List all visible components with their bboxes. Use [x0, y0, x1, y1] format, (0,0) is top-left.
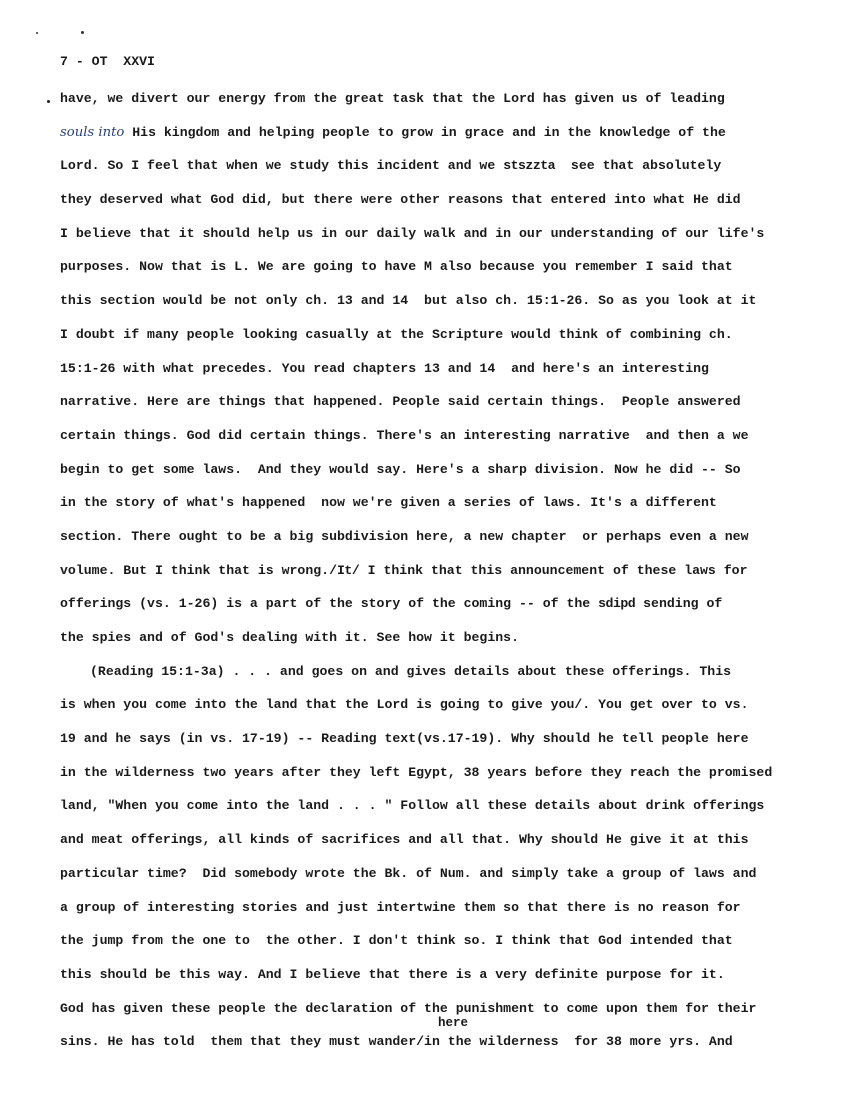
- text-segment: and meat offerings, all kinds of sacrifices and all that. Why should He give it at this: [60, 832, 749, 848]
- text-line: [60, 795, 830, 829]
- text-segment: / I think that this announcement of these laws for: [351, 562, 748, 578]
- text-segment: see that absolutely: [555, 158, 722, 174]
- overtyped-text: stszzta: [503, 158, 556, 174]
- text-segment: offerings (vs. 1-26) is a part of the story of the coming -- of the: [60, 596, 599, 612]
- text-segment: volume. But I think that is wrong./: [60, 562, 337, 578]
- overtyped-text: It: [336, 562, 352, 578]
- text-line: [60, 728, 830, 762]
- text-segment: section. There ought to be a big subdivision here, a new chapter or perhaps even a new: [60, 528, 749, 544]
- text-line: [60, 290, 830, 324]
- text-segment: narrative. Here are things that happened. People said certain things. People answered: [60, 394, 741, 410]
- text-segment: have, we divert our energy from the great task that the Lord has given us of leading: [60, 91, 725, 106]
- text-segment: 15:1-26 with what precedes. You read chapters 13 and 14 and here's an interesting: [60, 360, 709, 376]
- text-line: [60, 391, 830, 425]
- text-segment: sins. He has told them that they must wander/in the wilderness for 38 more yrs. And: [60, 1034, 733, 1050]
- text-segment: certain things. God did certain things. There's an interesting narrative and then a we: [60, 427, 749, 443]
- text-segment: the spies and of God's dealing with it. See how it begins.: [60, 630, 519, 645]
- text-line: [60, 560, 830, 594]
- text-segment: particular time? Did somebody wrote the Bk. of Num. and simply take a group of laws and: [60, 865, 757, 881]
- text-line: [60, 661, 830, 695]
- text-segment: this section would be not only ch. 13 and 14 but also ch. 15:1-26. So as you look at it: [60, 293, 757, 309]
- text-segment: is when you come into the land that the Lord is going to give you/. You get over to vs.: [60, 697, 749, 713]
- text-line: [60, 930, 830, 964]
- text-segment: 19 and he says (in vs. 17-19) -- Reading text(vs.17-19). Why should he tell people here: [60, 731, 749, 747]
- text-line: [60, 863, 830, 897]
- interlinear-insertion: here: [438, 1016, 469, 1030]
- text-segment: begin to get some laws. And they would say. Here's a sharp division. Now he did -- So: [60, 461, 741, 477]
- text-line: [60, 155, 830, 189]
- text-line: [60, 762, 830, 796]
- text-segment: I believe that it should help us in our daily walk and in our understanding of our life's: [60, 225, 765, 241]
- text-segment: they deserved what God did, but there were other reasons that entered into what He did: [60, 192, 741, 208]
- text-line: [60, 829, 830, 863]
- handwritten-insertion: souls into: [60, 124, 125, 140]
- text-segment: a group of interesting stories and just intertwine them so that there is no reason for: [60, 899, 741, 915]
- text-line: [60, 189, 830, 223]
- text-segment: His kingdom and helping people to grow in grace and in the knowledge of the: [124, 124, 726, 140]
- text-line: [60, 358, 830, 392]
- text-line: [60, 964, 830, 998]
- text-segment: in the story of what's happened now we're given a series of laws. It's a different: [60, 495, 717, 511]
- text-line: [60, 694, 830, 728]
- typed-text-body: [60, 88, 830, 1065]
- ink-speck: [36, 32, 38, 34]
- text-line: [60, 256, 830, 290]
- text-line: [60, 1031, 830, 1065]
- text-segment: purposes. Now that is L. We are going to have M also because you remember I said that: [60, 259, 733, 275]
- text-line: [60, 492, 830, 526]
- text-line: [60, 526, 830, 560]
- text-line: [60, 897, 830, 931]
- text-line: [60, 459, 830, 493]
- text-segment: God has given these people the declaration of the punishment to come upon them for their: [60, 1000, 757, 1016]
- text-line: [60, 627, 830, 661]
- text-line: [60, 324, 830, 358]
- overtyped-text: sdipd: [598, 596, 636, 612]
- margin-mark: [47, 100, 50, 103]
- text-segment: Lord. So I feel that when we study this incident and we: [60, 158, 504, 174]
- text-segment: sending of: [635, 596, 723, 612]
- text-line: [60, 425, 830, 459]
- text-segment: (Reading 15:1-3a) . . . and goes on and gives details about these offerings. This: [90, 663, 732, 679]
- page-header: 7 - OT XXVI: [60, 54, 155, 69]
- text-line: [60, 88, 830, 122]
- text-line: [60, 223, 830, 257]
- text-segment: this should be this way. And I believe that there is a very definite purpose for it.: [60, 966, 725, 982]
- ink-speck: [81, 31, 84, 34]
- text-segment: in the wilderness two years after they left Egypt, 38 years before they reach the promised: [60, 764, 773, 780]
- text-segment: the jump from the one to the other. I don't think so. I think that God intended that: [60, 933, 733, 949]
- text-segment: I doubt if many people looking casually at the Scripture would think of combining ch.: [60, 326, 733, 342]
- text-segment: land, "When you come into the land . . . " Follow all these details about drink offerings: [60, 798, 765, 814]
- text-line: [60, 593, 830, 627]
- text-line: [60, 122, 830, 156]
